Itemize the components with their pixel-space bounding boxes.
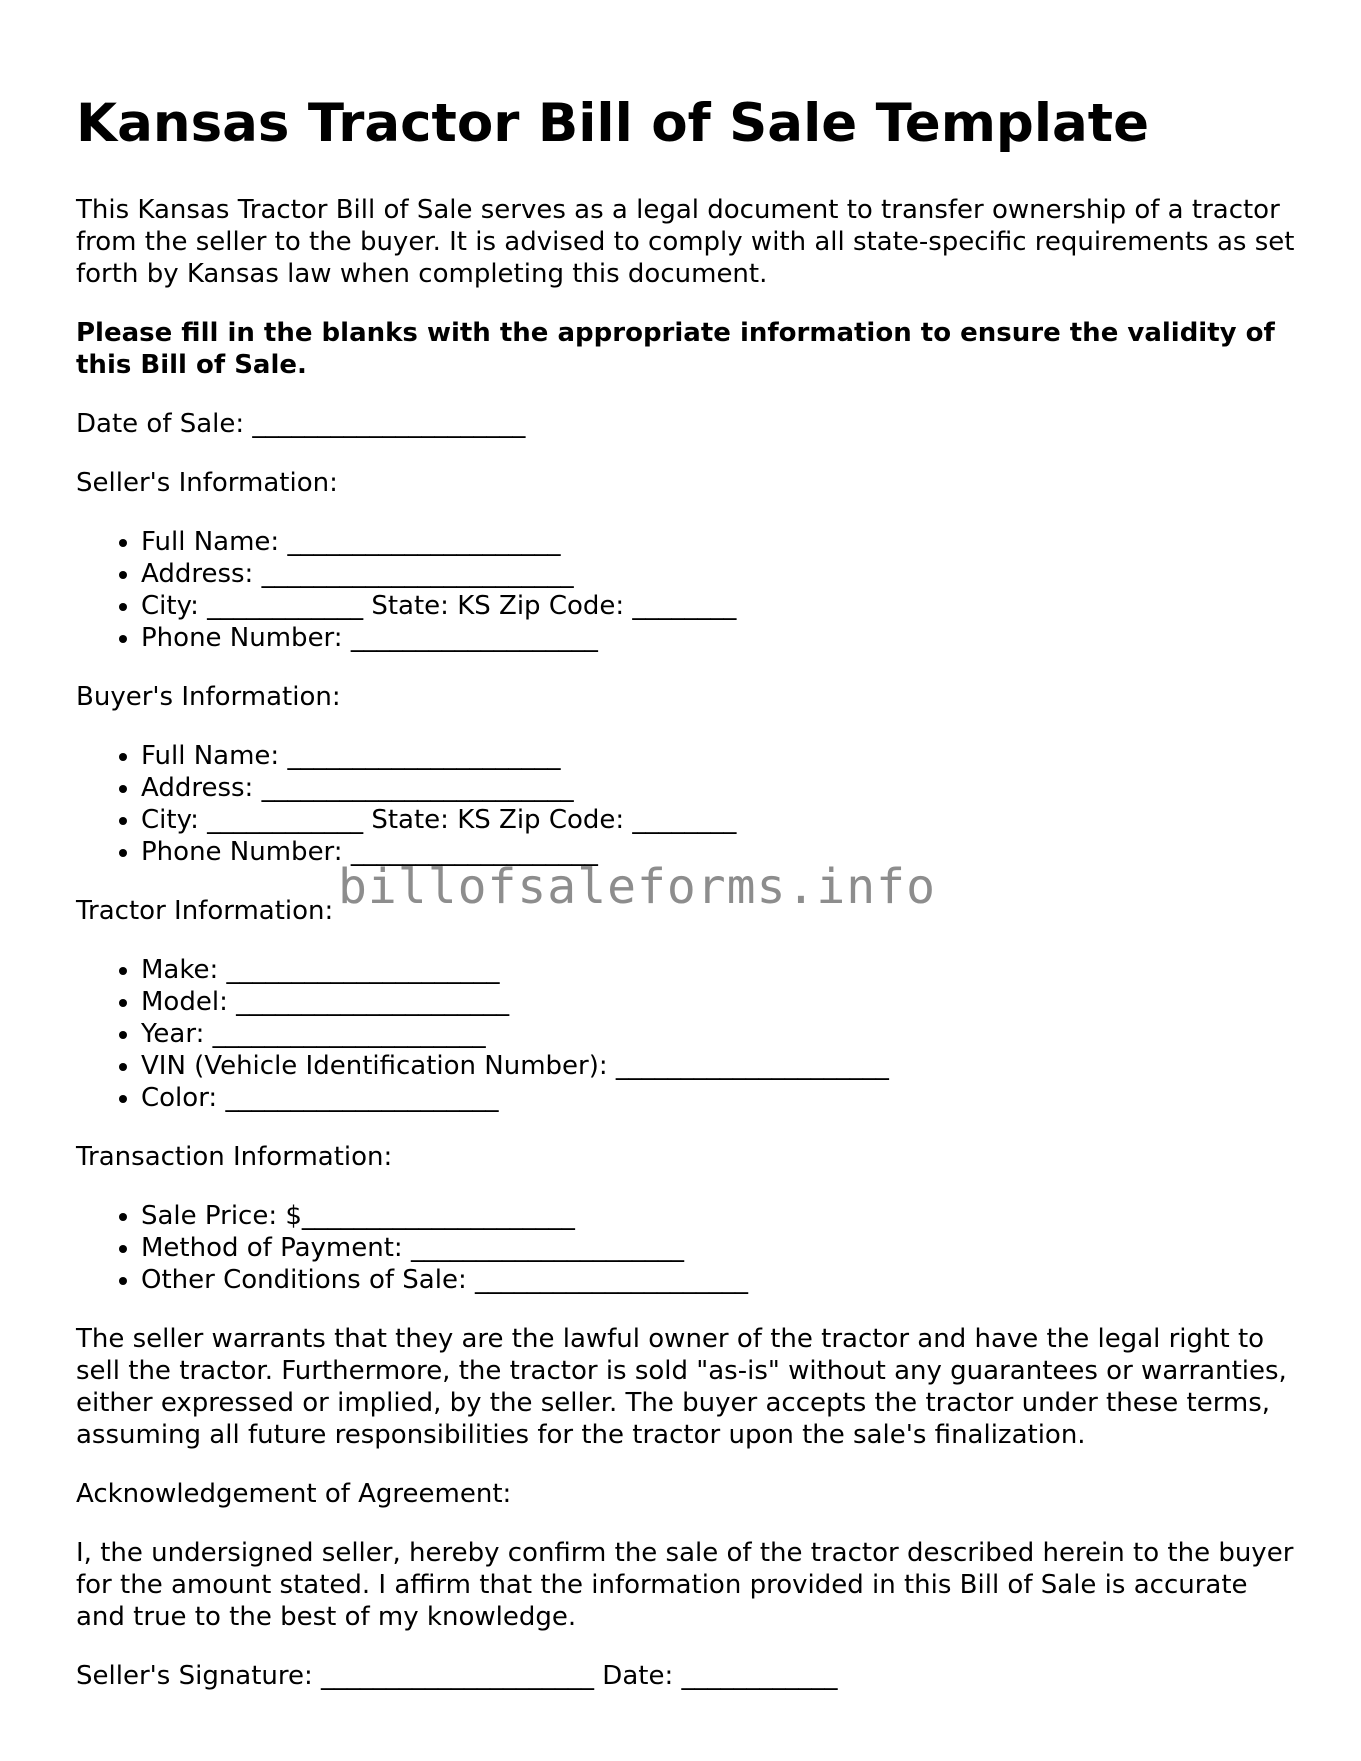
tractor-make-field: • Make: _____________________ <box>141 954 1296 986</box>
buyer-full-name-field: • Full Name: _____________________ <box>141 740 1296 772</box>
buyer-heading: Buyer's Information: <box>76 681 341 712</box>
signature-line: Seller's Signature: _____________________ Date: ____________ <box>76 1660 838 1691</box>
tractor-year-field: • Year: _____________________ <box>141 1018 1296 1050</box>
acknowledgement-heading: Acknowledgement of Agreement: <box>76 1478 512 1509</box>
seller-heading: Seller's Information: <box>76 467 338 498</box>
date-of-sale-field: Date of Sale: _____________________ <box>76 408 526 439</box>
seller-address-field: • Address: ________________________ <box>141 558 1296 590</box>
buyer-phone-field: • Phone Number: ___________________ <box>141 836 1296 868</box>
document-title: Kansas Tractor Bill of Sale Template <box>76 93 1150 154</box>
tractor-heading: Tractor Information: <box>76 895 334 926</box>
tractor-vin-field: • VIN (Vehicle Identification Number): _____________________ <box>141 1050 1296 1082</box>
instruction-paragraph: Please fill in the blanks with the appropriate information to ensure the validity of this Bill of Sale. <box>76 317 1275 380</box>
tractor-color-field: • Color: _____________________ <box>141 1082 1296 1114</box>
acknowledgement-paragraph: I, the undersigned seller, hereby confirm the sale of the tractor described herein to the buyer for the amount stated. I affirm that the information provided in this Bill of Sale is accurate and true to the best of my knowledge. <box>76 1537 1294 1632</box>
seller-city-state-zip-field: • City: ____________ State: KS Zip Code: ________ <box>141 590 1296 622</box>
buyer-address-field: • Address: ________________________ <box>141 772 1296 804</box>
seller-full-name-field: • Full Name: _____________________ <box>141 526 1296 558</box>
seller-list <box>76 526 1296 654</box>
seller-phone-field: • Phone Number: ___________________ <box>141 622 1296 654</box>
tractor-model-field: • Model: _____________________ <box>141 986 1296 1018</box>
transaction-list <box>76 1200 1296 1296</box>
warranty-paragraph: The seller warrants that they are the lawful owner of the tractor and have the legal right to sell the tractor. Furthermore, the tractor is sold "as-is" without any guarantees or warranties, either expressed or implied, by the seller. The buyer accepts the tractor under these terms, assuming all future responsibilities for the tractor upon the sale's finalization. <box>76 1323 1287 1450</box>
buyer-city-state-zip-field: • City: ____________ State: KS Zip Code: ________ <box>141 804 1296 836</box>
intro-paragraph: This Kansas Tractor Bill of Sale serves as a legal document to transfer ownership of a tractor from the seller to the buyer. It is advised to comply with all state-specific requirements as set forth by Kansas law when completing this document. <box>76 194 1295 289</box>
other-conditions-field: • Other Conditions of Sale: _____________________ <box>141 1264 1296 1296</box>
buyer-list <box>76 740 1296 868</box>
payment-method-field: • Method of Payment: _____________________ <box>141 1232 1296 1264</box>
tractor-list <box>76 954 1296 1114</box>
transaction-heading: Transaction Information: <box>76 1141 393 1172</box>
sale-price-field: • Sale Price: $_____________________ <box>141 1200 1296 1232</box>
watermark: billofsaleforms.info <box>338 859 936 915</box>
